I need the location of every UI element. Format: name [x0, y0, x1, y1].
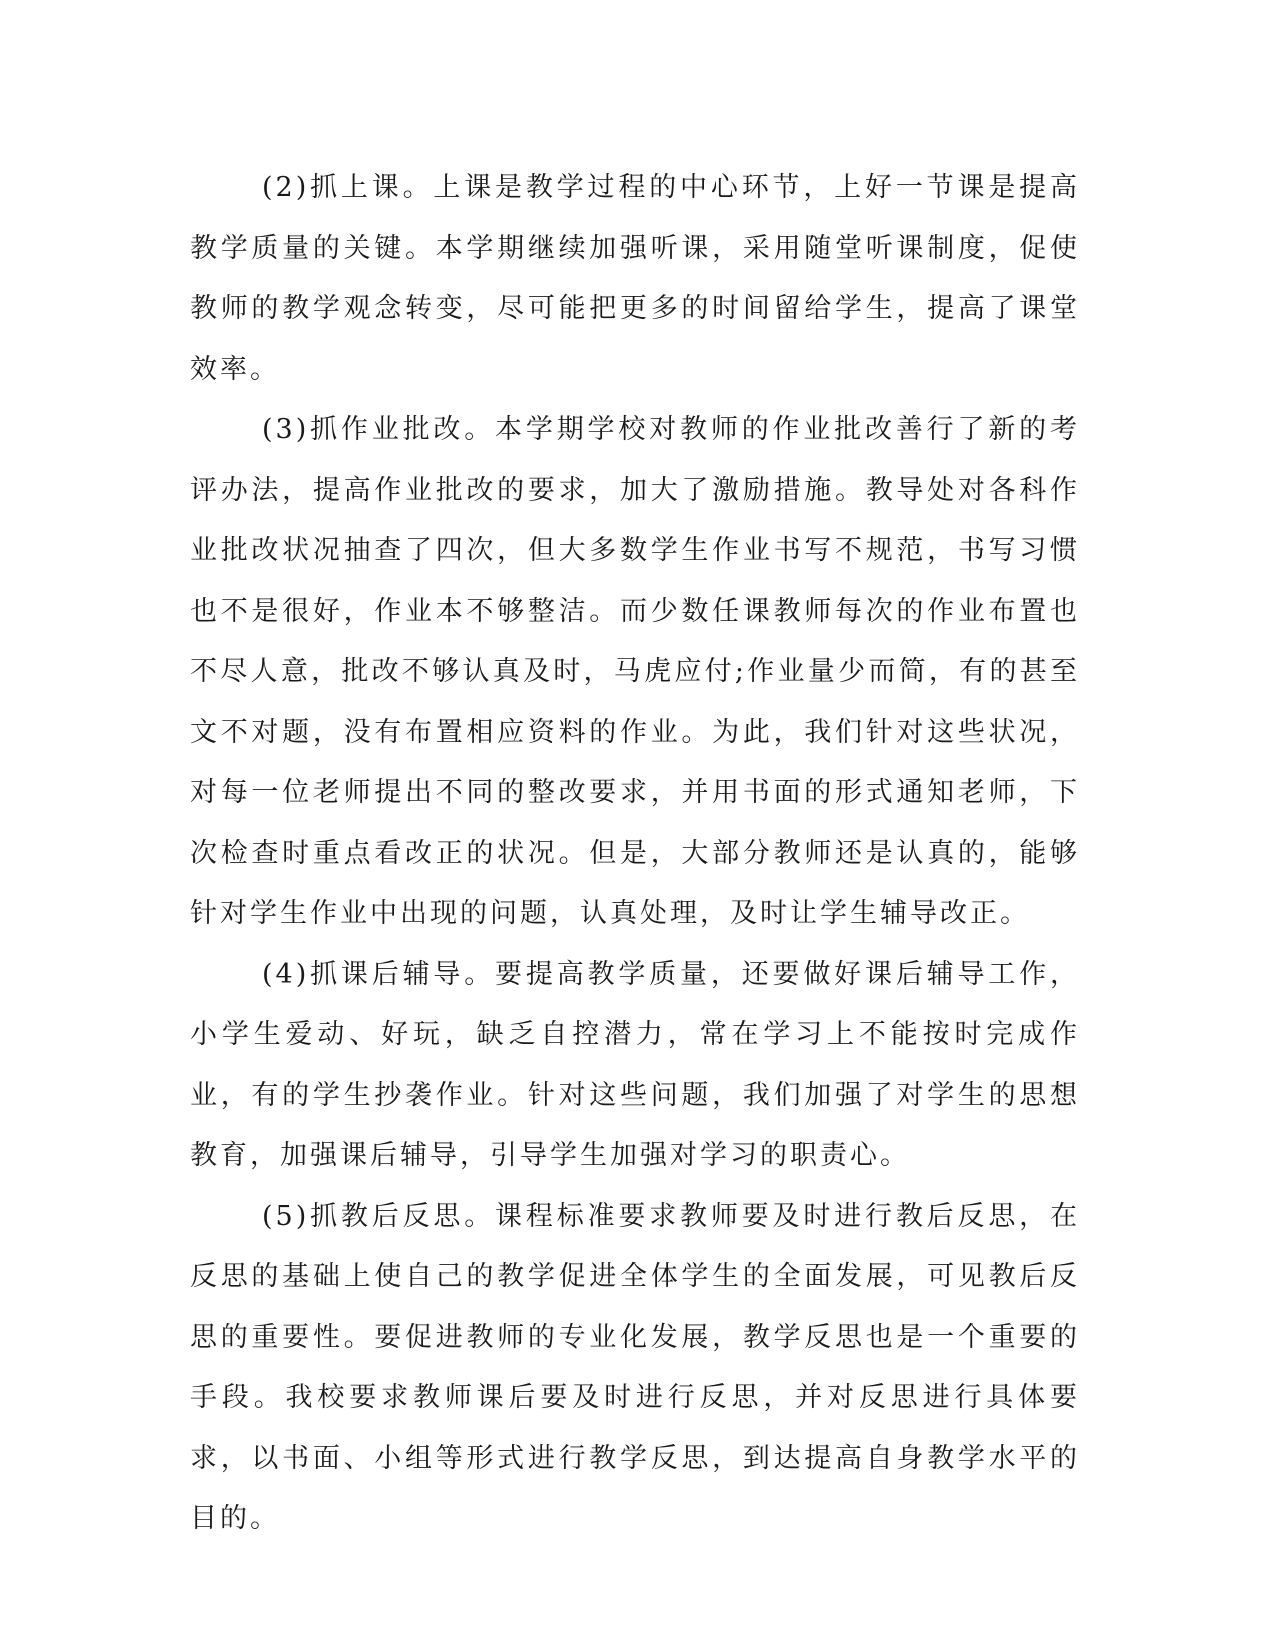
- paragraph-after-class-tutoring: (4)抓课后辅导。要提高教学质量，还要做好课后辅导工作，小学生爱动、好玩，缺乏自控潜力，常在学习上不能按时完成作业，有的学生抄袭作业。针对这些问题，我们加强了对学生的思想教育，加强课后辅导，引导学生加强对学习的职责心。: [190, 958, 1080, 1171]
- paragraph-teaching-reflection: (5)抓教后反思。课程标准要求教师要及时进行教后反思，在反思的基础上使自己的教学促进全体学生的全面发展，可见教后反思的重要性。要促进教师的专业化发展，教学反思也是一个重要的手段。我校要求教师课后要及时进行反思，并对反思进行具体要求，以书面、小组等形式进行教学反思，到达提高自身教学水平的目的。: [190, 1200, 1080, 1534]
- paragraph-homework-marking: (3)抓作业批改。本学期学校对教师的作业批改善行了新的考评办法，提高作业批改的要求，加大了激励措施。教导处对各科作业批改状况抽查了四次，但大多数学生作业书写不规范，书写习惯也不是很好，作业本不够整洁。而少数任课教师每次的作业布置也不尽人意，批改不够认真及时，马虎应付;作业量少而简，有的甚至文不对题，没有布置相应资料的作业。为此，我们针对这些状况，对每一位老师提出不同的整改要求，并用书面的形式通知老师，下次检查时重点看改正的状况。但是，大部分教师还是认真的，能够针对学生作业中出现的问题，认真处理，及时让学生辅导改正。: [190, 414, 1080, 929]
- document-body: [190, 158, 1080, 1550]
- paragraph-grab-lessons: (2)抓上课。上课是教学过程的中心环节，上好一节课是提高教学质量的关键。本学期继续加强听课，采用随堂听课制度，促使教师的教学观念转变，尽可能把更多的时间留给学生，提高了课堂效率。: [190, 172, 1080, 385]
